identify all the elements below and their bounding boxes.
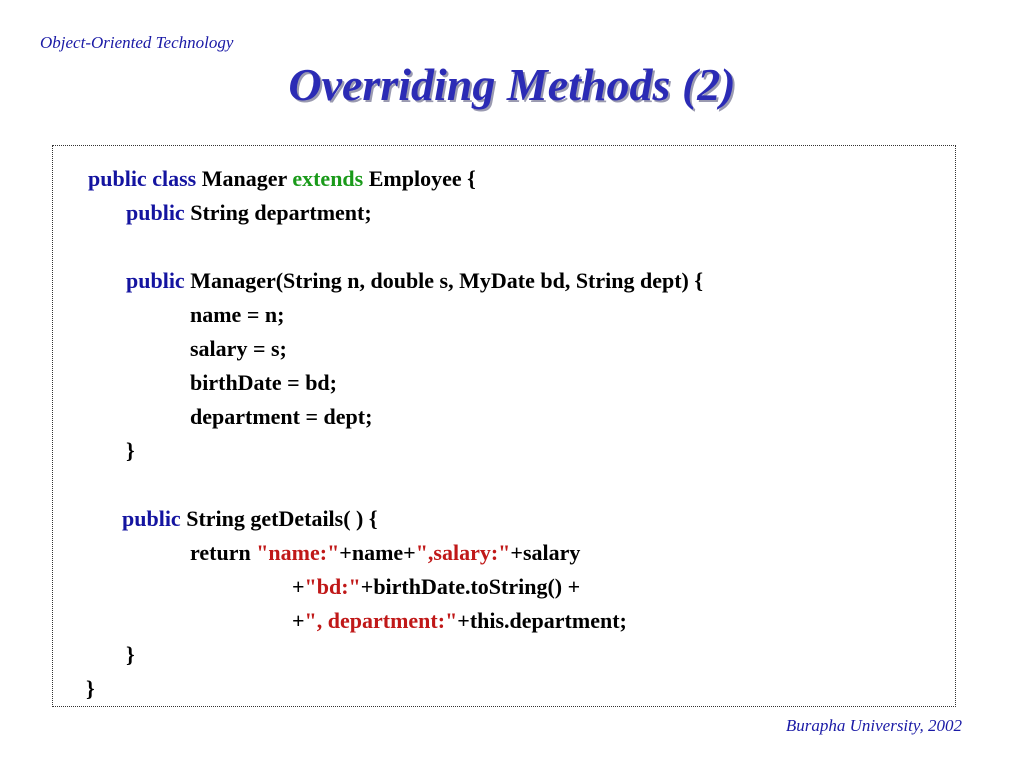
code-line-assign-department [190,404,372,430]
keyword-extends: extends [292,166,364,191]
university-footer: Burapha University, 2002 [785,716,962,735]
code-text: department = dept; [190,404,373,429]
code-line-constructor-close [126,438,135,464]
keyword: public [122,506,181,531]
code-text: } [126,438,135,463]
code-text: String department; [184,200,372,225]
code-line-getdetails [122,506,378,532]
code-line-return-department [292,608,627,634]
code-line-method-close [126,642,135,668]
code-text: return [190,540,257,565]
code-text: salary = s; [190,336,287,361]
code-line-constructor [126,268,703,294]
code-text: } [86,676,95,701]
code-text: + [292,608,305,633]
code-text: } [126,642,135,667]
code-text: +birthDate.toString() + [360,574,581,599]
code-line-assign-name [190,302,284,328]
code-text: +name+ [339,540,416,565]
string-literal: "bd:" [304,574,361,599]
code-text: Manager(String n, double s, MyDate bd, String dept) { [184,268,704,293]
string-literal: ",salary:" [415,540,511,565]
code-text: name = n; [190,302,285,327]
code-line-class-close [86,676,95,702]
code-text: + [292,574,305,599]
code-text: String getDetails( ) { [180,506,378,531]
code-line-class-decl [88,166,476,192]
code-line-return [190,540,580,566]
code-line-return-bd [292,574,580,600]
keyword: public class [88,166,197,191]
code-line-assign-birthdate [190,370,337,396]
course-name: Object-Oriented Technology [40,33,234,52]
slide-title: Overriding Methods (2) [288,59,736,110]
code-text: birthDate = bd; [190,370,337,395]
code-text: Manager [196,166,293,191]
code-line-field [126,200,372,226]
keyword: public [126,268,185,293]
string-literal: ", department:" [304,608,458,633]
code-line-assign-salary [190,336,287,362]
code-text: Employee { [363,166,476,191]
code-text: +this.department; [457,608,627,633]
code-text: +salary [510,540,581,565]
string-literal: "name:" [256,540,340,565]
keyword: public [126,200,185,225]
